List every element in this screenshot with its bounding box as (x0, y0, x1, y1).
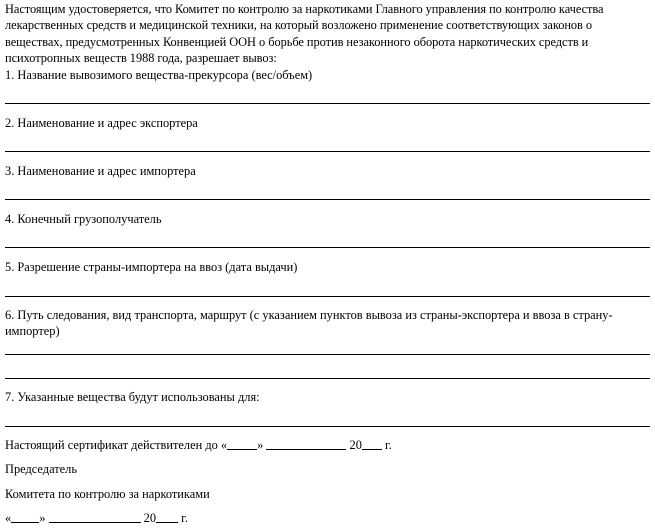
item-6-label: 6. Путь следования, вид транспорта, маршрут (с указанием пунктов вывоза из страны-экспортера и ввоза в страну-импортер) (5, 308, 613, 339)
chairman-year-field[interactable] (156, 510, 178, 523)
validity-suffix: г. (385, 438, 392, 452)
intro-paragraph: Настоящим удостоверяется, что Комитет по контролю за наркотиками Главного управления по контролю качества лекарственных средств и медицинской техники, на который возложено применение соответствующих законов о веществах, предусмотренных Конвенцией ООН о борьбе против незаконного оборота наркотических средств и психотропных веществ 1988 года, разрешает вывоз: (5, 2, 604, 66)
validity-quote-close: » (257, 438, 264, 452)
chairman-day-field[interactable] (11, 510, 39, 523)
chairman-suffix: г. (181, 511, 188, 525)
chairman-date-close: » (39, 511, 46, 525)
item-6-fill-line-2[interactable] (5, 378, 650, 379)
item-1-label: 1. Название вывозимого вещества-прекурсора (вес/объем) (5, 68, 313, 82)
validity-line (5, 437, 650, 453)
item-1-fill-line[interactable] (5, 103, 650, 104)
item-6-fill-line-1[interactable] (5, 354, 650, 355)
item-2-label: 2. Наименование и адрес экспортера (5, 116, 198, 130)
validity-month-field[interactable] (266, 437, 346, 450)
item-2-fill-line[interactable] (5, 151, 650, 152)
item-5-label: 5. Разрешение страны-импортера на ввоз (дата выдачи) (5, 260, 298, 274)
chairman-title: Председатель (5, 462, 78, 476)
chairman-committee: Комитета по контролю за наркотиками (5, 487, 210, 501)
item-3-label: 3. Наименование и адрес импортера (5, 164, 196, 178)
item-4-label: 4. Конечный грузополучатель (5, 212, 162, 226)
item-5-fill-line[interactable] (5, 296, 650, 297)
validity-prefix: Настоящий сертификат действителен до « (5, 438, 228, 452)
item-7-label: 7. Указанные вещества будут использованы для: (5, 390, 260, 404)
chairman-date-open: « (5, 511, 12, 525)
item-7-fill-line[interactable] (5, 426, 650, 427)
certificate-document (5, 0, 650, 525)
validity-year-prefix: 20 (349, 438, 362, 452)
chairman-month-field[interactable] (49, 510, 141, 523)
chairman-date-line (5, 510, 650, 526)
chairman-year-prefix: 20 (143, 511, 157, 525)
item-3-fill-line[interactable] (5, 199, 650, 200)
item-4-fill-line[interactable] (5, 247, 650, 248)
validity-day-field[interactable] (227, 437, 257, 450)
validity-year-field[interactable] (362, 437, 382, 450)
